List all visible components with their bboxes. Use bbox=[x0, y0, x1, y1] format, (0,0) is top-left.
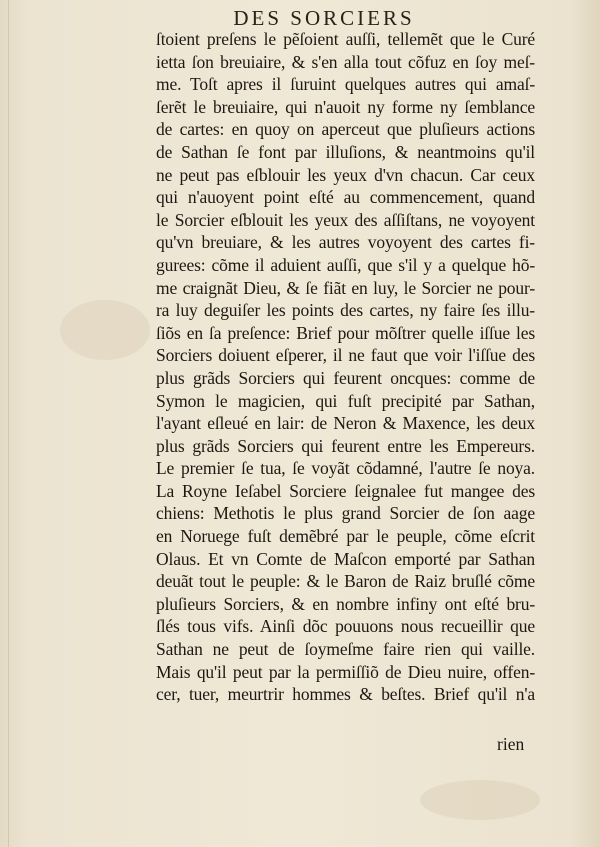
text-line: ſerẽt le breuiaire, qui n'auoit ny forme ny ſemblance bbox=[156, 96, 535, 117]
text-line: ra luy deguiſer les points des cartes, ny faire ſes illu- bbox=[156, 300, 535, 321]
text-line: ſtoient preſens le pẽſoient auſſi, tellemẽt que le Curé bbox=[156, 29, 535, 49]
text-line: gurees: cõme il aduient auſſi, que s'il y a quelque hõ- bbox=[156, 254, 535, 275]
text-line: Sorciers doiuent eſperer, il ne faut que voir l'iſſue des bbox=[156, 345, 535, 366]
catchword: rien bbox=[497, 734, 525, 754]
text-line: plus grãds Sorciers qui feurent oncques: comme de bbox=[156, 367, 535, 388]
body-text bbox=[156, 28, 535, 706]
text-line: deuãt tout le peuple: & le Baron de Raiz bruſlé cõme bbox=[156, 571, 535, 592]
text-line: pluſieurs Sorciers, & en nombre infiny ont eſté bru- bbox=[156, 593, 535, 614]
text-line: le Sorcier eſblouit les yeux des aſſiſtans, ne voyoyent bbox=[156, 209, 535, 230]
text-line: chiens: Methotis le plus grand Sorcier de ſon aage bbox=[156, 503, 535, 524]
text-line: ſiõs en ſa preſence: Brief pour mõſtrer quelle iſſue les bbox=[156, 322, 535, 343]
page-edge-shadow bbox=[8, 0, 9, 847]
text-line: plus grãds Sorciers qui feurent entre les Empereurs. bbox=[156, 435, 535, 456]
text-line: me. Toſt apres il ſuruint quelques autres qui amaſ- bbox=[156, 74, 535, 95]
text-line: en Noruege fuſt demẽbré par le peuple, cõme eſcrit bbox=[156, 526, 535, 547]
text-line: ietta ſon breuiaire, & s'en alla tout cõfuz en ſoy meſ- bbox=[156, 51, 535, 72]
text-line: me craignãt Dieu, & ſe fiãt en luy, le Sorcier ne pour- bbox=[156, 277, 535, 298]
text-line: Mais qu'il peut par la permiſſiõ de Dieu nuire, offen- bbox=[156, 661, 535, 682]
text-line: qui n'auoyent point eſté au commencement, quand bbox=[156, 187, 535, 208]
text-line: Olaus. Et vn Comte de Maſcon emporté par Sathan bbox=[156, 548, 535, 569]
text-line: ſlés tous vifs. Ainſi dõc pouuons nous recueillir que bbox=[156, 616, 535, 637]
running-head: DES SORCIERS bbox=[233, 6, 415, 30]
text-line: Sathan ne peut de ſoymeſme faire rien qui vaille. bbox=[156, 639, 535, 660]
text-line: de cartes: en quoy on aperceut que pluſieurs actions bbox=[156, 119, 535, 140]
text-line: Symon le magicien, qui fuſt precipité par Sathan, bbox=[156, 390, 535, 411]
text-line: cer, tuer, meurtrir hommes & beſtes. Brief qu'il n'a bbox=[156, 684, 535, 705]
paper-stain bbox=[60, 300, 150, 360]
text-line: La Royne Ieſabel Sorciere ſeignalee fut mangee des bbox=[156, 480, 535, 501]
paper-stain bbox=[420, 780, 540, 820]
text-line: Le premier ſe tua, ſe voyãt cõdamné, l'autre ſe noya. bbox=[156, 458, 535, 479]
text-line: l'ayant eſleué en lair: de Neron & Maxence, les deux bbox=[156, 413, 535, 434]
text-line: qu'vn breuiare, & les autres voyoyent des cartes fi- bbox=[156, 232, 535, 253]
text-line: de Sathan ſe font par illuſions, & neantmoins qu'il bbox=[156, 141, 535, 162]
text-line: ne peut pas eſblouir les yeux d'vn chacun. Car ceux bbox=[156, 164, 535, 185]
